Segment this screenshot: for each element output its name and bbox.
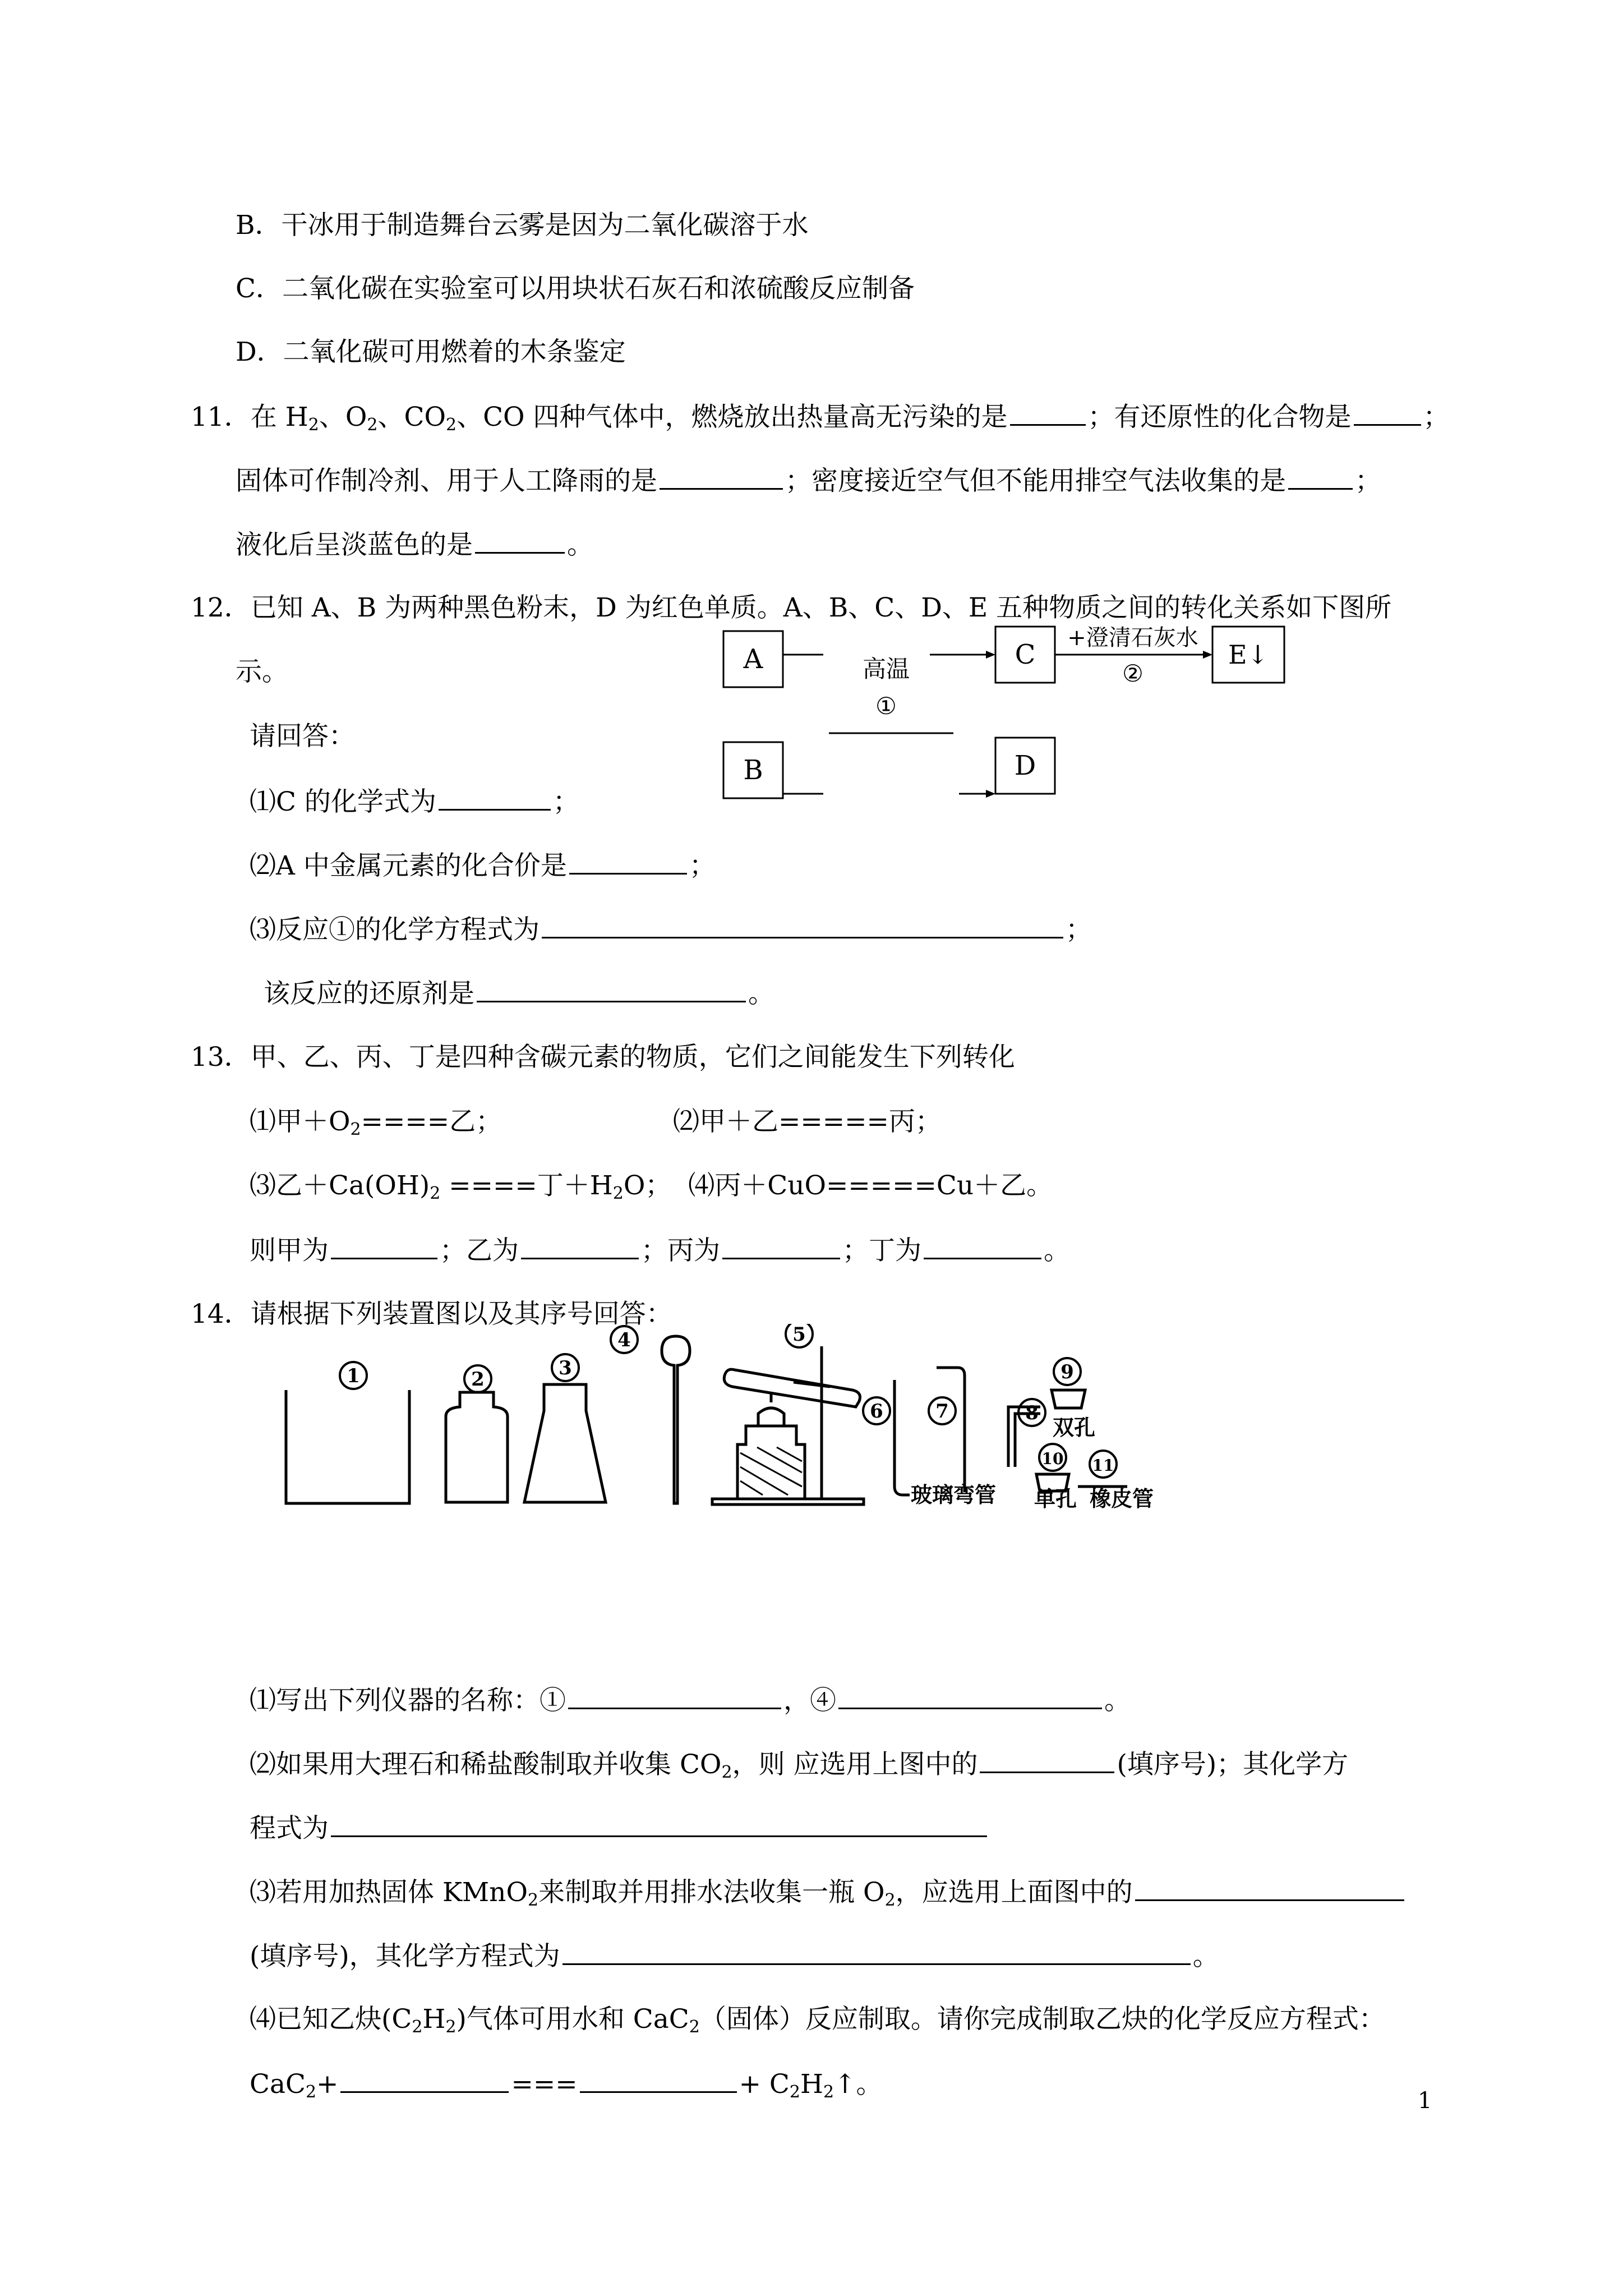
label-double-hole: 双孔 [1052, 1415, 1096, 1440]
condition-num-1: ① [875, 692, 897, 720]
label-num-4: 4 [617, 1329, 631, 1351]
q13-blank-yi[interactable] [521, 1233, 639, 1259]
box-d-label: D [1014, 750, 1036, 781]
q14-part-1: ⑴写出下列仪器的名称：① ，④ 。 [250, 1683, 1131, 1718]
q10-option-c: C．二氧化碳在实验室可以用块状石灰石和浓硫酸反应制备 [236, 273, 915, 304]
q12-blank-4[interactable] [477, 976, 746, 1002]
q12-part-3b: 该反应的还原剂是 。 [264, 976, 774, 1011]
q12-blank-2[interactable] [569, 848, 687, 875]
q12-part-3: ⑶反应①的化学方程式为 ； [250, 912, 1092, 947]
label-rubber-tube: 橡皮管 [1089, 1486, 1154, 1511]
box-b-label: B [743, 754, 763, 786]
q14-blank-4[interactable] [838, 1683, 1102, 1709]
q13-blank-bing[interactable] [722, 1233, 840, 1259]
condition-high-temp: 高温 [862, 655, 910, 683]
q11-blank-2[interactable] [1354, 399, 1421, 426]
label-num-10: 10 [1041, 1450, 1064, 1468]
q12-blank-1[interactable] [439, 784, 551, 811]
q14-blank-reactant[interactable] [340, 2067, 509, 2093]
q12-part-1: ⑴C 的化学式为 ； [250, 784, 579, 819]
q10-option-d: D．二氧化碳可用燃着的木条鉴定 [236, 337, 626, 367]
q14-part-3: ⑶若用加热固体 KMnO$_2$来制取并用排水法收集一瓶 $O_2$，应选用上面图中的 [250, 1875, 1407, 1910]
page-number: 1 [1418, 2088, 1432, 2114]
label-num-5: 5 [792, 1324, 806, 1346]
q11-blank-1[interactable] [1010, 399, 1086, 426]
box-c-label: C [1015, 639, 1036, 670]
q13-reaction-1: ⑴甲$+O_2====$乙； [250, 1106, 502, 1139]
q14-part-4b: CaC$_2$+ === + $C_2H_2↑$。 [250, 2067, 882, 2101]
box-e-label: E↓ [1228, 639, 1269, 670]
q13-answers: 则甲为 ；乙为 ；丙为 ；丁为 。 [250, 1233, 1070, 1268]
bottle-shape [446, 1392, 508, 1502]
flask-shape [524, 1384, 606, 1502]
label-single-hole: 单孔 [1034, 1486, 1077, 1511]
box-c [995, 627, 1055, 683]
condition-num-2: ② [1122, 660, 1144, 687]
q14-blank-1[interactable] [568, 1683, 781, 1709]
label-num-6: 6 [870, 1400, 883, 1423]
box-a [723, 631, 783, 687]
box-a-label: A [743, 643, 763, 675]
q13-blank-ding[interactable] [924, 1233, 1041, 1259]
label-num-11: 11 [1092, 1456, 1114, 1475]
box-d [995, 738, 1055, 794]
q13-reaction-2: ⑵甲＋乙=====丙； [673, 1106, 942, 1137]
q13-intro: 13．甲、乙、丙、丁是四种含碳元素的物质，它们之间能发生下列转化 [191, 1042, 1015, 1073]
q11-blank-4[interactable] [1288, 463, 1353, 490]
q11-line-1: 11．在 $H_2$、$O_2$、$CO_2$、CO 四种气体中，燃烧放出热量高无污染的是 ；有还原性的化合物是 ； [191, 399, 1450, 434]
q14-part-3b: (填序号)，其化学方程式为 。 [250, 1939, 1219, 1973]
trough-shape [286, 1390, 409, 1503]
q14-part-2: ⑵如果用大理石和稀盐酸制取并收集 $CO_2$，则 应选用上图中的 (填序号)；其化学方 [250, 1747, 1348, 1782]
q12-part-2: ⑵A 中金属元素的化合价是 ； [250, 848, 716, 883]
q14-intro: 14．请根据下列装置图以及其序号回答： [191, 1299, 672, 1329]
label-num-3: 3 [559, 1357, 572, 1379]
q13-reaction-3-4: ⑶乙$+Ca(OH)_2$ ====丁$+H_2O$； ⑷丙＋CuO=====Cu＋乙。 [250, 1170, 1053, 1203]
q14-part-4: ⑷已知乙炔$(C_2H_2)$气体可用水和 CaC$_2$（固体）反应制取。请你完成制取乙炔的化学反应方程式： [250, 2004, 1385, 2037]
box-b [723, 742, 783, 798]
label-num-1: 1 [347, 1365, 360, 1387]
q11-blank-5[interactable] [475, 527, 565, 554]
q11-line-2: 固体可作制冷剂、用于人工降雨的是 ；密度接近空气但不能用排空气法收集的是 ； [236, 463, 1381, 498]
q11-blank-3[interactable] [660, 463, 783, 490]
label-num-8: 8 [1025, 1402, 1039, 1424]
q14-blank-o2-equation[interactable] [562, 1939, 1191, 1965]
q12-intro: 12．已知 A、B 为两种黑色粉末，D 为红色单质。A、B、C、D、E 五种物质之间的转化关系如下图所 [191, 592, 1392, 623]
q14-blank-co2-equation[interactable] [331, 1811, 987, 1837]
q13-blank-jia[interactable] [331, 1233, 437, 1259]
q14-blank-o2-select[interactable] [1135, 1875, 1404, 1901]
condition-limewater: +澄清石灰水 [1067, 625, 1198, 651]
q12-intro-2: 示。 [236, 656, 288, 687]
q14-apparatus-figure [269, 1324, 1256, 1526]
q12-blank-3[interactable] [542, 912, 1063, 938]
q12-reaction-diagram [707, 614, 1324, 816]
box-e [1212, 627, 1284, 683]
q10-option-b: B．干冰用于制造舞台云雾是因为二氧化碳溶于水 [236, 210, 809, 241]
q14-blank-co2-select[interactable] [980, 1747, 1114, 1773]
label-num-9: 9 [1061, 1361, 1074, 1383]
label-num-2: 2 [471, 1368, 485, 1391]
label-glass-tube: 玻璃弯管 [910, 1482, 997, 1507]
q14-part-2b: 程式为 [250, 1811, 989, 1846]
funnel-shape [662, 1336, 690, 1503]
q14-blank-product[interactable] [580, 2067, 737, 2093]
q12-ask: 请回答： [250, 721, 355, 752]
label-num-7: 7 [935, 1400, 949, 1423]
q11-line-3: 液化后呈淡蓝色的是 。 [236, 527, 593, 562]
